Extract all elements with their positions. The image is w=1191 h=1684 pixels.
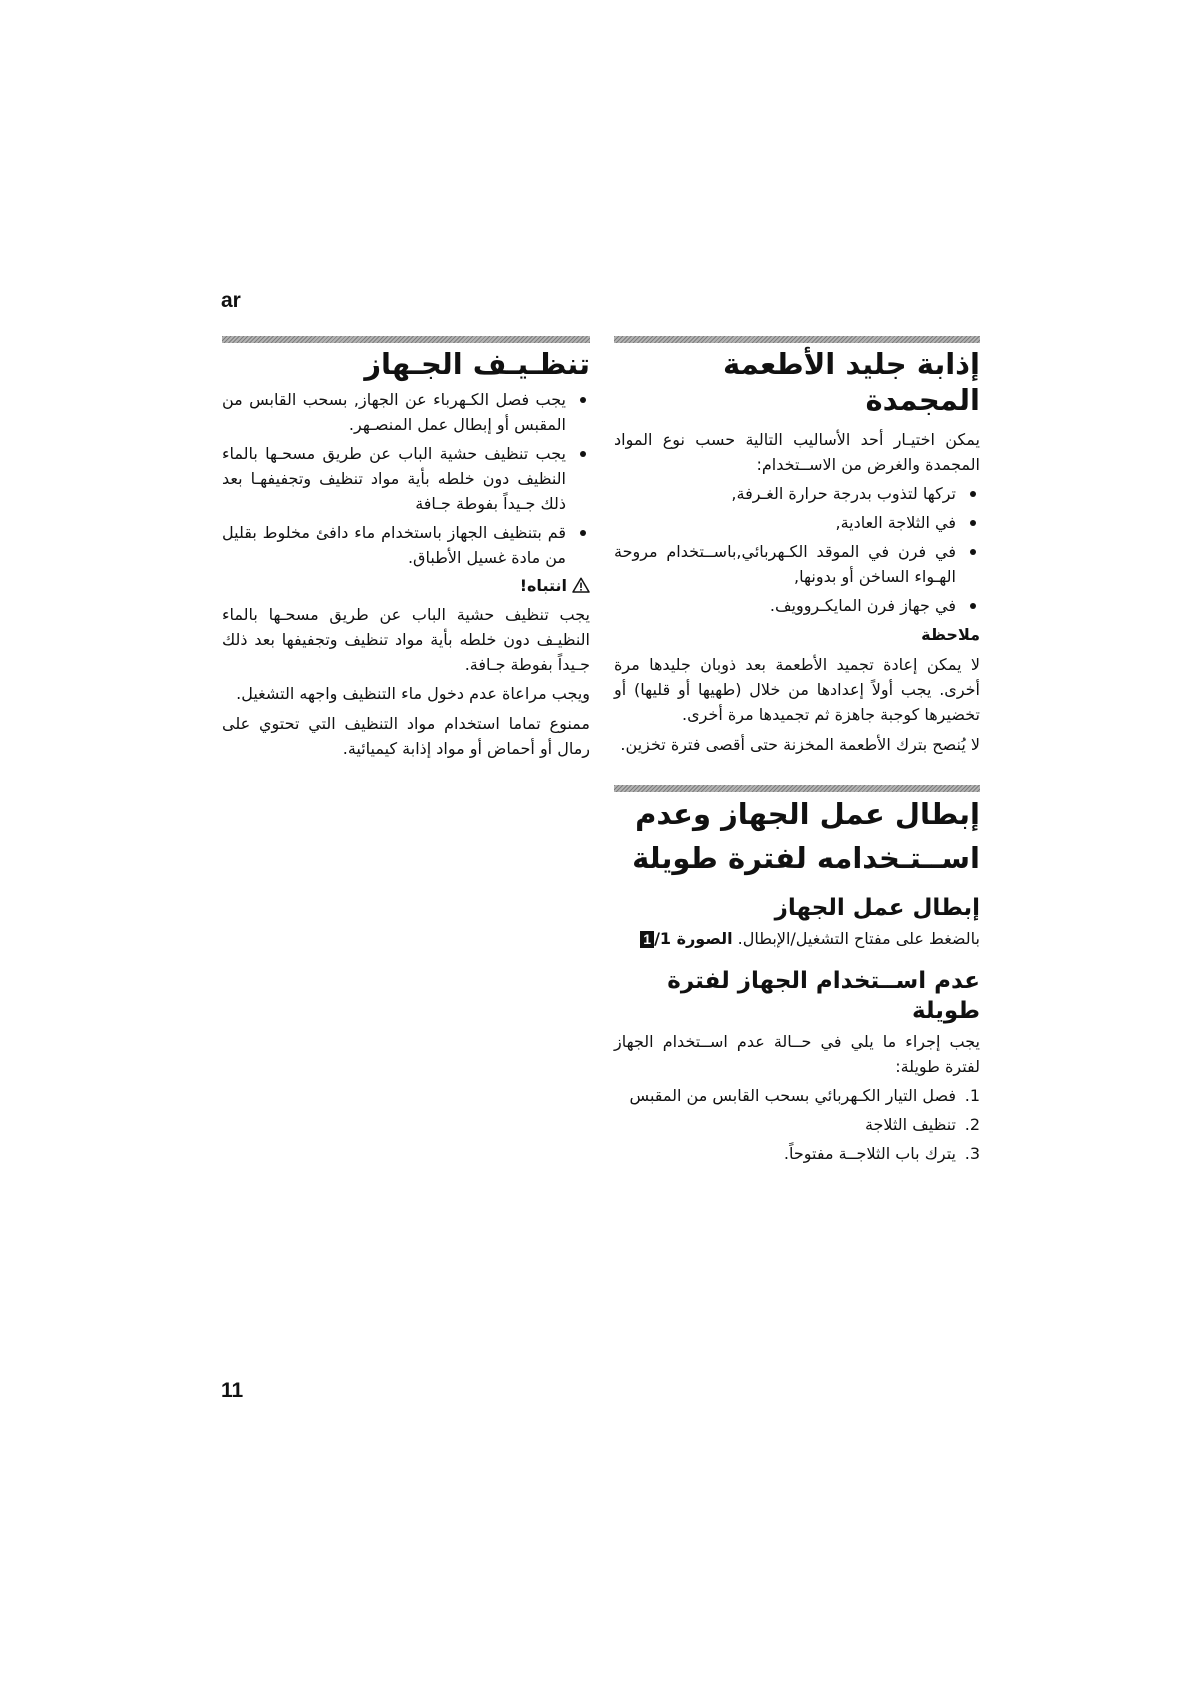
list-item <box>614 1112 980 1137</box>
warning-heading <box>222 573 590 598</box>
section-divider-bar <box>614 785 980 792</box>
list-item <box>614 1141 980 1166</box>
language-label: ar <box>221 289 241 312</box>
bullet-icon <box>970 549 976 555</box>
list-item <box>222 520 590 570</box>
figure-number-box: 1 <box>640 931 654 948</box>
long-period-steps-list <box>614 1083 980 1166</box>
note-text: لا يمكن إعادة تجميد الأطعمة بعد ذوبان جليدها مرة أخرى. يجب أولاً إعدادها من خلال (طهيها أو قليها) أو تخضيرها كوجبة جاهزة ثم تجميدها مرة أخرى. <box>614 655 980 724</box>
switch-off-paragraph <box>614 926 980 951</box>
left-column <box>222 336 590 761</box>
list-item <box>614 1083 980 1108</box>
list-item-text: فصل التيار الكـهربائي بسحب القابس من المقبس <box>629 1086 956 1105</box>
warning-triangle-icon <box>572 577 590 593</box>
list-item <box>614 481 980 506</box>
switch-off-instruction: بالضغط على مفتاح التشغيل/الإبطال. <box>737 929 980 948</box>
list-item <box>614 539 980 589</box>
bullet-icon <box>970 520 976 526</box>
warning-heading-text: انتباه! <box>519 576 567 595</box>
long-period-heading: عدم اســتخدام الجهاز لفترة طويلة <box>667 968 980 1024</box>
figure-sub-number: /1 <box>654 929 672 948</box>
list-item <box>222 441 590 516</box>
step-number: 3. <box>964 1144 980 1163</box>
warning-text: ويجب مراعاة عدم دخول ماء التنظيف واجهه التشغيل. <box>236 684 590 703</box>
bullet-icon <box>970 603 976 609</box>
list-item-text: تركها لتذوب بدرجة حرارة الغـرفة, <box>731 484 956 503</box>
figure-label: الصورة <box>676 929 733 948</box>
list-item-text: يترك باب الثلاجــة مفتوحاً. <box>783 1144 956 1163</box>
bullet-icon <box>580 451 586 457</box>
section-divider-bar <box>614 336 980 343</box>
section-divider-bar <box>222 336 590 343</box>
figure-number <box>640 926 671 951</box>
defrosting-methods-list <box>614 481 980 618</box>
list-item-text: يجب فصل الكـهرباء عن الجهاز, بسحب القابس من المقبس أو إبطال عمل المنصـهر. <box>222 390 566 434</box>
figure-reference <box>640 929 732 948</box>
cleaning-instructions-list <box>222 387 590 570</box>
switch-off-heading: إبطال عمل الجهاز <box>774 895 980 921</box>
list-item-text: في فرن في الموقد الكـهربائي,باســتخدام مروحة الهـواء الساخن أو بدونها, <box>614 542 956 586</box>
warning-text: ممنوع تماما استخدام مواد التنظيف التي تحتوي على رمال أو أحماض أو مواد إذابة كيميائية. <box>222 714 590 758</box>
list-item <box>614 593 980 618</box>
list-item <box>614 510 980 535</box>
list-item <box>222 387 590 437</box>
defrosting-intro: يمكن اختيـار أحد الأساليب التالية حسب نوع المواد المجمدة والغرض من الاســتخدام: <box>614 430 980 474</box>
bullet-icon <box>970 491 976 497</box>
list-item-text: يجب تنظيف حشية الباب عن طريق مسحـها بالماء النظيف دون خلطه بأية مواد تنظيف وتجفيفهـا بعد ذلك جـيداً بفوطة جـافة <box>222 444 566 513</box>
list-item-text: في جهاز فرن المايكـروويف. <box>769 596 956 615</box>
defrosting-title: إذابة جليد الأطعمة المجمدة <box>722 347 980 417</box>
list-item-text: في الثلاجة العادية, <box>835 513 956 532</box>
warning-text: يجب تنظيف حشية الباب عن طريق مسحـها بالماء النظيـف دون خلطه بأية مواد تنظيف وتجفيفها بعد ذلك جـيداً بفوطة جـافة. <box>222 605 590 674</box>
page-number: 11 <box>221 1379 244 1402</box>
list-item-text: تنظيف الثلاجة <box>864 1115 956 1134</box>
step-number: 1. <box>964 1086 980 1105</box>
note-heading: ملاحظة <box>921 625 980 644</box>
step-number: 2. <box>964 1115 980 1134</box>
bullet-icon <box>580 397 586 403</box>
list-item-text: قم بتنظيف الجهاز باستخدام ماء دافئ مخلوط بقليل من مادة غسيل الأطباق. <box>222 523 566 567</box>
bullet-icon <box>580 530 586 536</box>
cleaning-title: تنظـيـف الجـهاز <box>364 347 590 381</box>
long-period-intro: يجب إجراء ما يلي في حــالة عدم اســتخدام الجهاز لفترة طويلة: <box>614 1032 980 1076</box>
note-text: لا يُنصح بترك الأطعمة المخزنة حتى أقصى فترة تخزين. <box>620 735 980 754</box>
right-column <box>614 336 980 1166</box>
switching-off-title: إبطال عمل الجهاز وعدم اســتـخدامه لفترة طويلة <box>632 797 980 875</box>
